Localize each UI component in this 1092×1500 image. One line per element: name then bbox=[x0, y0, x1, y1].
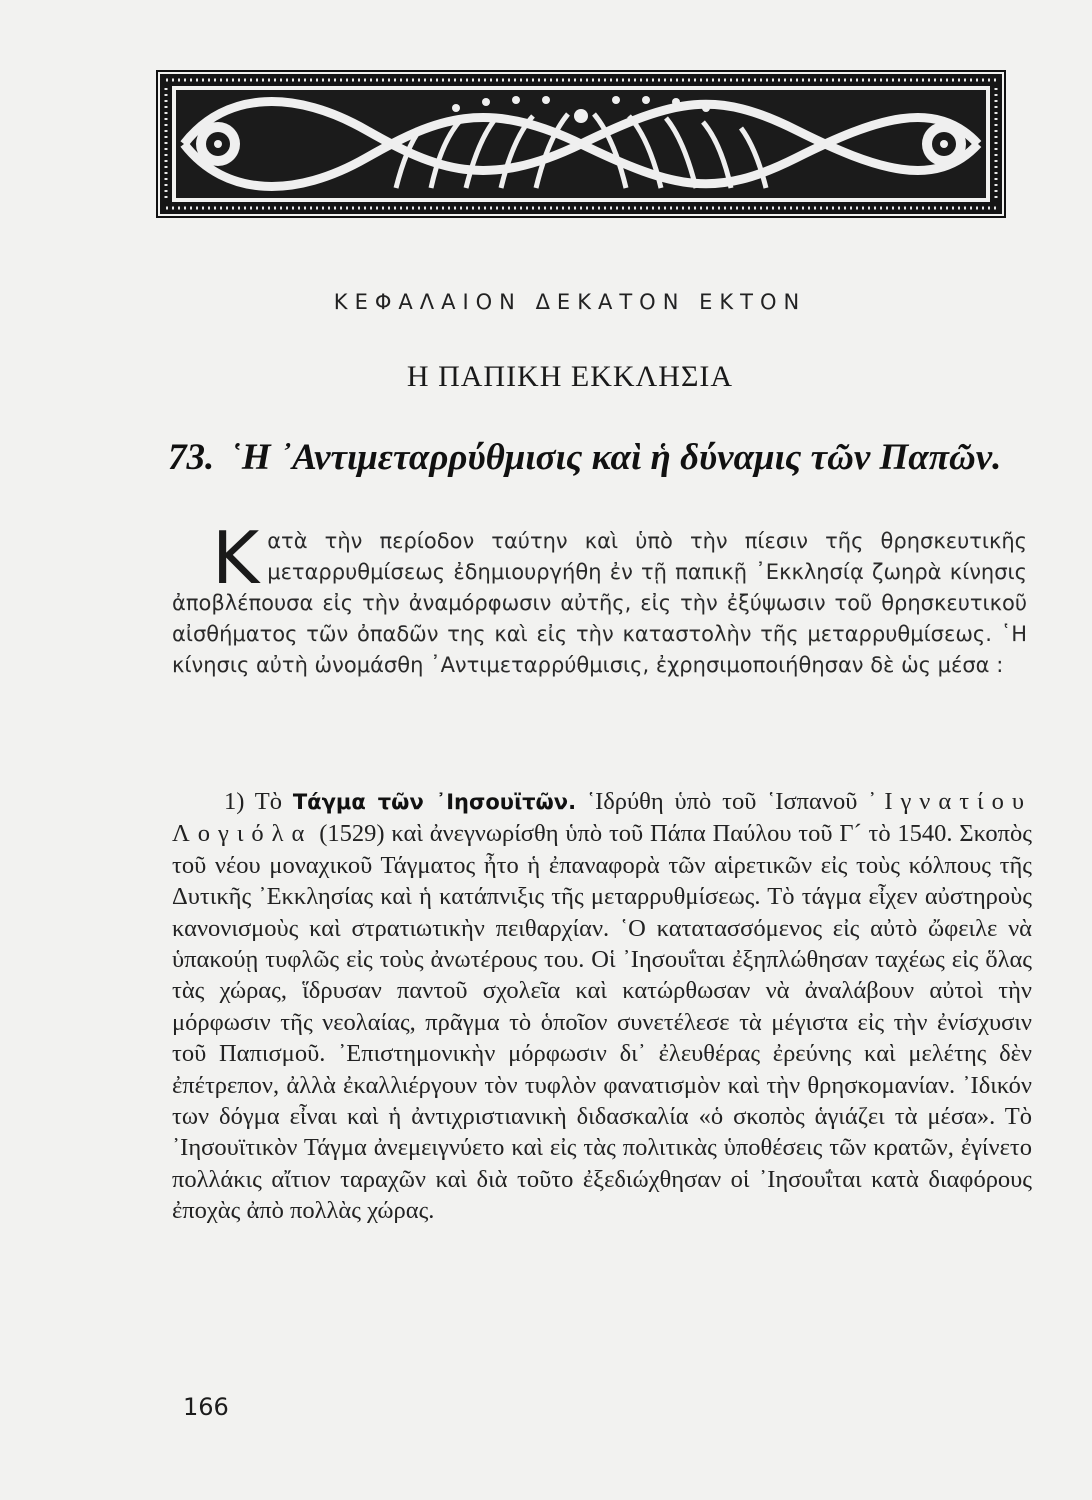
section-heading bbox=[168, 436, 1038, 479]
item-1-text-b: (1529) καὶ ἀνεγνωρίσθη ὑπὸ τοῦ Πάπα Παύλου τοῦ Γ´ τὸ 1540. Σκοπὸς τοῦ νέου μοναχικοῦ Τάγματος ἦτο ἡ ἐπαναφορὰ τῶν αἱρετικῶν εἰς τοὺς κόλπους τῆς Δυτικῆς ᾽Εκκλησίας καὶ ἡ κατάπνιξις τῆς μεταρρυθμίσεως. Τὸ τάγμα εἶχεν αὐστηροὺς κανονισμοὺς καὶ στρατιωτικὴν πειθαρχίαν. ῾Ο κατατασσόμενος εἰς αὐτὸ ὤφειλε νὰ ὑπακούῃ τυφλῶς εἰς τοὺς ἀνωτέρους του. Οἱ ᾽Ιησουΐται ἐξηπλώθησαν ταχέως εἰς ὅλας τὰς χώρας, ἵδρυσαν παντοῦ σχολεῖα καὶ κατώρθωσαν νὰ ἀναλάβουν αὐτοὶ τὴν μόρφωσιν τῆς νεολαίας, πρᾶγμα τὸ ὁποῖον συνετέλεσε τὰ μέγιστα εἰς τὴν ἐνίσχυσιν τοῦ Παπισμοῦ. ᾽Επιστημονικὴν μόρφωσιν δι᾽ ἐλευθέρας ἐρεύνης καὶ μελέτης δὲν ἐπέτρεπον, ἀλλὰ ἐκαλλιέργουν τὸν τυφλὸν φανατισμὸν καὶ τὴν θρησκομανίαν. ᾽Ιδικόν των δόγμα εἶναι καὶ ἡ ἀντιχριστιανικὴ διδασκαλία «ὁ σκοπὸς ἁγιάζει τὰ μέσα». Τὸ ᾽Ιησουϊτικὸν Τάγμα ἀνεμειγνύετο καὶ εἰς τὰς πολιτικὰς ὑποθέσεις τῶν κρατῶν, ἐγίνετο πολλάκις αἴτιον ταραχῶν καὶ διὰ τοῦτο ἐξεδιώχθησαν οἱ ᾽Ιησουΐται κατὰ διαφόρους ἐποχὰς ἀπὸ πολλὰς χώρας. bbox=[172, 820, 1033, 1225]
item-1-founder: ᾽Ιγνατίου Λογιόλα bbox=[172, 788, 1033, 848]
section-number: 73. bbox=[168, 437, 215, 478]
item-1-marker: 1) Τὸ bbox=[224, 788, 283, 815]
drop-cap: Κ bbox=[212, 516, 260, 600]
chapter-label: ΚΕΦΑΛΑΙΟΝ ΔΕΚΑΤΟΝ ΕΚΤΟΝ bbox=[333, 290, 807, 314]
page-number: 166 bbox=[183, 1393, 229, 1421]
section-title: ῾Η ᾽Αντιμεταρρύθμισις καὶ ἡ δύναμις τῶν Παπῶν. bbox=[229, 437, 1002, 478]
intro-text: ατὰ τὴν περίοδον ταύτην καὶ ὑπὸ τὴν πίεσιν τῆς θρησκευτικῆς μεταρρυθμίσεως ἐδημιουργήθη ἐν τῇ παπικῇ ᾽Εκκλησίᾳ ζωηρὰ κίνησις ἀποβλέπουσα εἰς τὴν ἀναμόρφωσιν αὐτῆς, εἰς τὴν ἐξύψωσιν τοῦ θρησκευτικοῦ αἰσθήματος τῶν ὀπαδῶν της καὶ εἰς τὴν καταστολὴν τῆς μεταρρυθμίσεως. ῾Η κίνησις αὐτὴ ὠνομάσθη ᾽Αντιμεταρρύθμισις, ἐχρησιμοποιήθησαν δὲ ὡς μέσα : bbox=[172, 529, 1027, 677]
ornamental-headpiece bbox=[156, 70, 1006, 218]
item-1-text-a: ῾Ιδρύθη ὑπὸ τοῦ ῾Ισπανοῦ bbox=[586, 788, 858, 815]
intro-paragraph bbox=[172, 516, 1027, 681]
item-1-paragraph bbox=[172, 786, 1032, 1227]
item-1-title: Τάγμα τῶν ᾽Ιησουϊτῶν. bbox=[292, 790, 577, 814]
chapter-title: Η ΠΑΠΙΚΗ ΕΚΚΛΗΣΙΑ bbox=[406, 360, 734, 393]
